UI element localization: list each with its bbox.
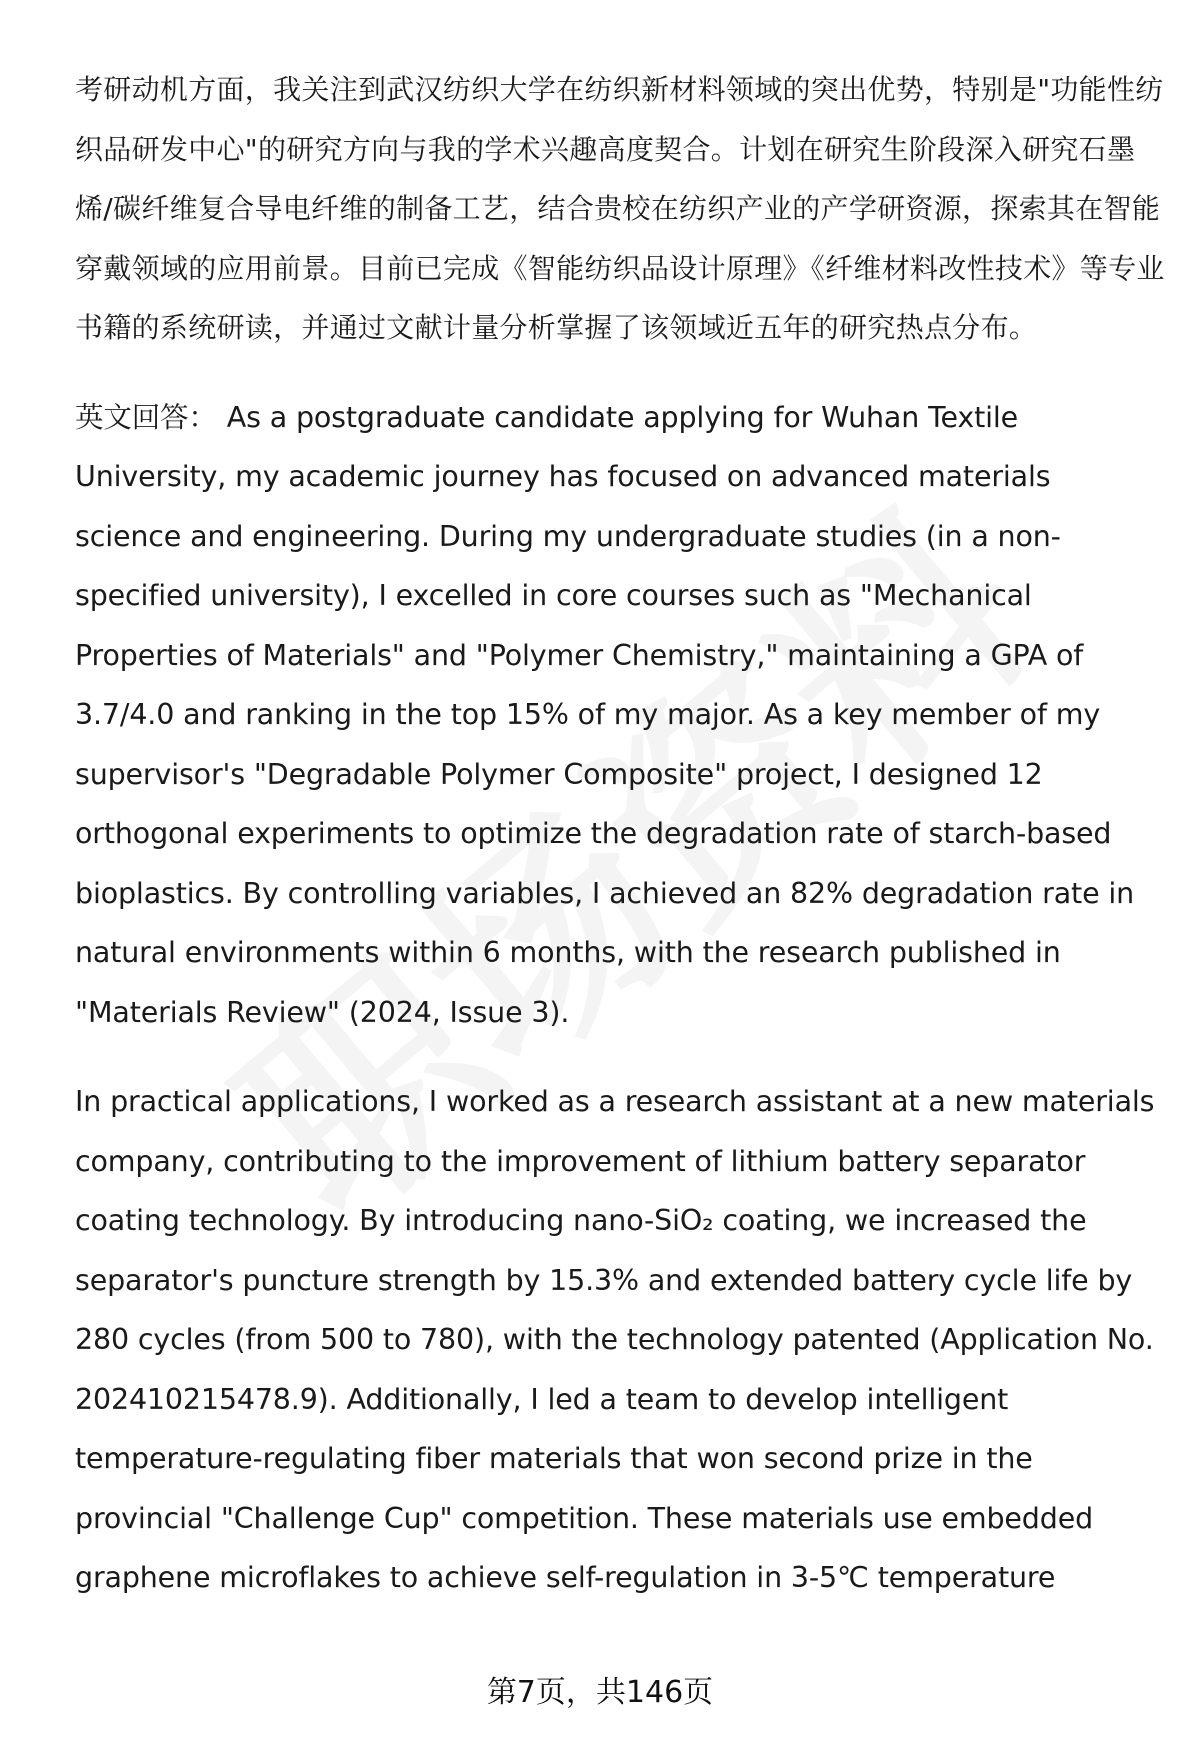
answer-label: 英文回答： <box>75 400 217 434</box>
document-body <box>75 60 1165 1608</box>
paragraph-text: As a postgraduate candidate applying for Wuhan Textile University, my academic journey has focused on advanced materials science and engineering. During my undergraduate studies (in a non-specified university), I excelled in core courses such as "Mechanical Properties of Materials" and "Polymer Chemistry," maintaining a GPA of 3.7/4.0 and ranking in the top 15% of my major. As a key member of my supervisor's "Degradable Polymer Composite" project, I designed 12 orthogonal experiments to optimize the degradation rate of starch-based bioplastics. By controlling variables, I achieved an 82% degradation rate in natural environments within 6 months, with the research published in "Materials Review" (2024, Issue 3). <box>75 400 1135 1029</box>
paragraph-gap <box>75 1042 1165 1072</box>
paragraph-motivation-cn <box>75 60 1165 358</box>
page-number-footer: 第7页，共146页 <box>486 1675 714 1710</box>
paragraph-english-answer <box>75 388 1165 1043</box>
paragraph-text: 考研动机方面，我关注到武汉纺织大学在纺织新材料领域的突出优势，特别是"功能性纺织品研发中心"的研究方向与我的学术兴趣高度契合。计划在研究生阶段深入研究石墨烯/碳纤维复合导电纤维的制备工艺，结合贵校在纺织产业的产学研资源，探索其在智能穿戴领域的应用前景。目前已完成《智能纺织品设计原理》《纤维材料改性技术》等专业书籍的系统研读，并通过文献计量分析掌握了该领域近五年的研究热点分布。 <box>75 73 1165 344</box>
paragraph-text: In practical applications, I worked as a research assistant at a new materials company, contributing to the improvement of lithium battery separator coating technology. By introducing nano-SiO₂ coating, we increased the separator's puncture strength by 15.3% and extended battery cycle life by 280 cycles (from 500 to 780), with the technology patented (Application No. 202410215478.9). Additionally, I led a team to develop intelligent temperature-regulating fiber materials that won second prize in the provincial "Challenge Cup" competition. These materials use embedded graphene microflakes to achieve self-regulation in 3-5℃ temperature <box>75 1085 1155 1594</box>
paragraph-practical-applications <box>75 1072 1165 1608</box>
paragraph-gap <box>75 358 1165 388</box>
